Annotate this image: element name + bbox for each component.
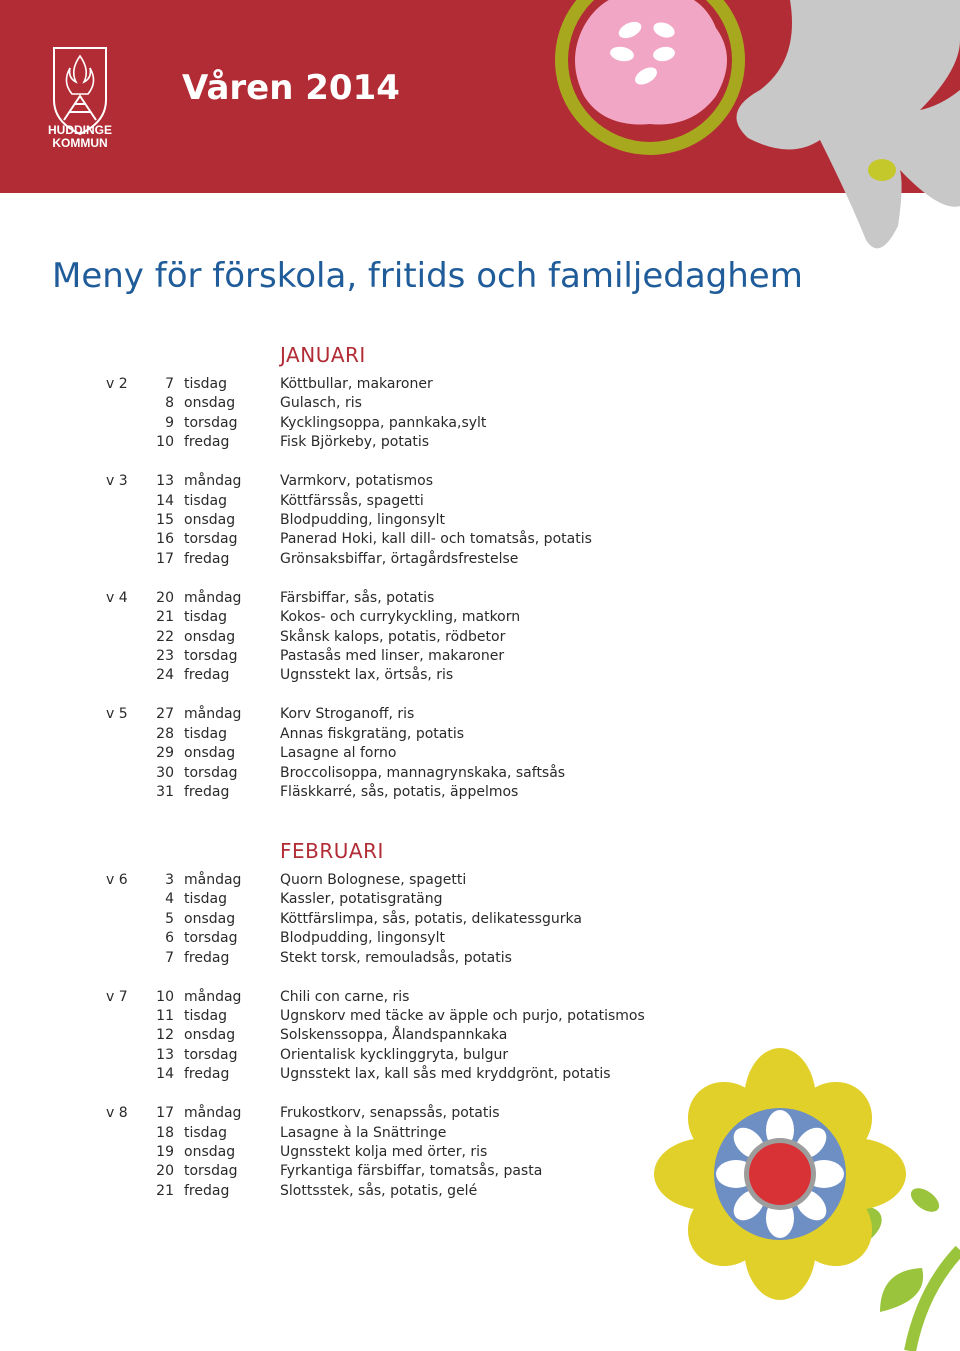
weekday: tisdag <box>184 609 228 626</box>
menu-row <box>0 1123 960 1143</box>
menu-row <box>0 948 960 968</box>
menu-row <box>0 665 960 685</box>
date-number: 17 <box>156 550 174 567</box>
dish-name: Färsbiffar, sås, potatis <box>280 589 435 606</box>
weekday: fredag <box>184 949 230 966</box>
header-title: Våren 2014 <box>182 68 400 108</box>
dish-name: Fläskkarré, sås, potatis, äppelmos <box>280 784 519 800</box>
menu-row <box>0 432 960 452</box>
date-number: 30 <box>156 764 174 781</box>
menu-row <box>0 889 960 909</box>
date-number: 15 <box>156 512 174 528</box>
dish-name: Kycklingsoppa, pannkaka,sylt <box>280 414 487 431</box>
menu-row <box>0 870 960 890</box>
menu-row <box>0 607 960 627</box>
weekday: fredag <box>184 667 230 684</box>
menu-row <box>0 1181 960 1201</box>
date-number: 23 <box>156 648 174 664</box>
menu-row <box>0 1142 960 1162</box>
dish-name: Lasagne à la Snättringe <box>280 1124 447 1141</box>
menu-row <box>0 987 960 1007</box>
menu-row <box>0 743 960 763</box>
weekday: fredag <box>184 1182 230 1199</box>
dish-name: Annas fiskgratäng, potatis <box>280 725 465 742</box>
weekday: torsdag <box>184 531 238 548</box>
dish-name: Ugnskorv med täcke av äpple och purjo, potatismos <box>280 1008 645 1024</box>
weekday: måndag <box>184 988 242 1005</box>
date-number: 7 <box>165 949 174 966</box>
menu-row <box>0 491 960 511</box>
week-number: v 3 <box>106 473 128 490</box>
weekday: fredag <box>184 434 230 451</box>
dish-name: Köttbullar, makaroner <box>280 376 433 392</box>
menu-row <box>0 1006 960 1026</box>
weekday: onsdag <box>184 395 236 412</box>
weekday: fredag <box>184 550 230 567</box>
menu-row <box>0 1025 960 1045</box>
date-number: 5 <box>165 910 174 927</box>
menu-row <box>0 627 960 647</box>
date-number: 19 <box>156 1144 174 1160</box>
menu-row <box>0 510 960 530</box>
date-number: 12 <box>156 1027 174 1044</box>
menu-row <box>0 374 960 394</box>
weekday: torsdag <box>184 648 238 664</box>
week-number: v 2 <box>106 376 128 392</box>
week-number: v 4 <box>106 589 128 606</box>
weekday: tisdag <box>184 725 228 742</box>
date-number: 14 <box>156 1066 174 1083</box>
dish-name: Frukostkorv, senapssås, potatis <box>280 1105 500 1122</box>
date-number: 11 <box>156 1008 174 1024</box>
week-number: v 5 <box>106 706 128 723</box>
date-number: 29 <box>156 745 174 762</box>
dish-name: Fyrkantiga färsbiffar, tomatsås, pasta <box>280 1163 543 1180</box>
dish-name: Varmkorv, potatismos <box>280 473 434 490</box>
dish-name: Gulasch, ris <box>280 395 362 412</box>
date-number: 17 <box>156 1105 174 1122</box>
dish-name: Köttfärslimpa, sås, potatis, delikatessgurka <box>280 910 582 927</box>
weekday: tisdag <box>184 1008 228 1024</box>
menu-row <box>0 529 960 549</box>
weekday: torsdag <box>184 414 238 431</box>
weekday: torsdag <box>184 764 238 781</box>
date-number: 13 <box>156 473 174 490</box>
weekday: måndag <box>184 1105 242 1122</box>
dish-name: Fisk Björkeby, potatis <box>280 434 430 451</box>
date-number: 22 <box>156 628 174 645</box>
menu-row <box>0 471 960 491</box>
dish-name: Korv Stroganoff, ris <box>280 706 415 723</box>
menu-row <box>0 763 960 783</box>
menu-row <box>0 704 960 724</box>
menu-row <box>0 724 960 744</box>
dish-name: Broccolisoppa, mannagrynskaka, saftsås <box>280 764 566 781</box>
date-number: 7 <box>165 376 174 392</box>
dish-name: Blodpudding, lingonsylt <box>280 930 445 947</box>
date-number: 9 <box>165 414 174 431</box>
weekday: onsdag <box>184 512 236 528</box>
dish-name: Ugnsstekt lax, örtsås, ris <box>280 667 454 684</box>
dish-name: Grönsaksbiffar, örtagårdsfrestelse <box>280 550 519 567</box>
weekday: onsdag <box>184 628 236 645</box>
dish-name: Kokos- och currykyckling, matkorn <box>280 609 521 626</box>
weekday: måndag <box>184 589 242 606</box>
dish-name: Quorn Bolognese, spagetti <box>280 872 467 888</box>
dish-name: Orientalisk kycklinggryta, bulgur <box>280 1046 509 1063</box>
date-number: 16 <box>156 531 174 548</box>
date-number: 24 <box>156 667 174 684</box>
date-number: 4 <box>165 891 174 908</box>
date-number: 3 <box>165 872 174 888</box>
weekday: tisdag <box>184 1124 228 1141</box>
dish-name: Skånsk kalops, potatis, rödbetor <box>280 628 506 645</box>
menu-row <box>0 413 960 433</box>
weekday: måndag <box>184 473 242 490</box>
dish-name: Blodpudding, lingonsylt <box>280 512 445 528</box>
date-number: 10 <box>156 988 174 1005</box>
weekday: onsdag <box>184 1027 236 1044</box>
week-number: v 8 <box>106 1105 128 1122</box>
menu-row <box>0 782 960 802</box>
logo-text-line-1: HUDDINGE <box>47 123 112 137</box>
date-number: 6 <box>165 930 174 947</box>
week-number: v 6 <box>106 872 128 888</box>
menu-row <box>0 909 960 929</box>
dish-name: Solskenssoppa, Ålandspannkaka <box>280 1027 508 1044</box>
menu-row <box>0 393 960 413</box>
date-number: 20 <box>156 589 174 606</box>
weekday: torsdag <box>184 1046 238 1063</box>
menu-row <box>0 549 960 569</box>
weekday: tisdag <box>184 891 228 908</box>
dish-name: Lasagne al forno <box>280 745 397 762</box>
month-title: JANUARI <box>280 343 366 367</box>
week-number: v 7 <box>106 988 128 1005</box>
weekday: tisdag <box>184 492 228 509</box>
date-number: 21 <box>156 609 174 626</box>
weekday: onsdag <box>184 745 236 762</box>
dish-name: Stekt torsk, remouladsås, potatis <box>280 949 512 966</box>
weekday: fredag <box>184 1066 230 1083</box>
date-number: 31 <box>156 784 174 800</box>
weekday: onsdag <box>184 910 236 927</box>
page-subtitle: Meny för förskola, fritids och familjedaghem <box>52 256 803 296</box>
weekday: onsdag <box>184 1144 236 1160</box>
dish-name: Ugnsstekt lax, kall sås med kryddgrönt, potatis <box>280 1066 611 1083</box>
menu-row <box>0 1045 960 1065</box>
date-number: 18 <box>156 1124 174 1141</box>
menu-row <box>0 1103 960 1123</box>
weekday: fredag <box>184 784 230 800</box>
weekday: torsdag <box>184 930 238 947</box>
date-number: 27 <box>156 706 174 723</box>
date-number: 10 <box>156 434 174 451</box>
date-number: 8 <box>165 395 174 412</box>
dish-name: Slottsstek, sås, potatis, gelé <box>280 1182 478 1199</box>
weekday: måndag <box>184 706 242 723</box>
dish-name: Panerad Hoki, kall dill- och tomatsås, potatis <box>280 531 592 548</box>
date-number: 14 <box>156 492 174 509</box>
menu-row <box>0 588 960 608</box>
date-number: 21 <box>156 1182 174 1199</box>
menu-row <box>0 928 960 948</box>
month-title: FEBRUARI <box>280 839 384 863</box>
date-number: 28 <box>156 725 174 742</box>
menu-row <box>0 1161 960 1181</box>
weekday: måndag <box>184 872 242 888</box>
dish-name: Ugnsstekt kolja med örter, ris <box>280 1144 488 1160</box>
weekday: tisdag <box>184 376 228 392</box>
dish-name: Chili con carne, ris <box>280 988 410 1005</box>
weekday: torsdag <box>184 1163 238 1180</box>
dish-name: Köttfärssås, spagetti <box>280 492 424 509</box>
menu-row <box>0 1064 960 1084</box>
dish-name: Kassler, potatisgratäng <box>280 891 443 908</box>
logo-text-line-2: KOMMUN <box>52 136 108 150</box>
menu-row <box>0 646 960 666</box>
header-band <box>0 0 960 193</box>
dish-name: Pastasås med linser, makaroner <box>280 648 505 664</box>
date-number: 13 <box>156 1046 174 1063</box>
date-number: 20 <box>156 1163 174 1180</box>
